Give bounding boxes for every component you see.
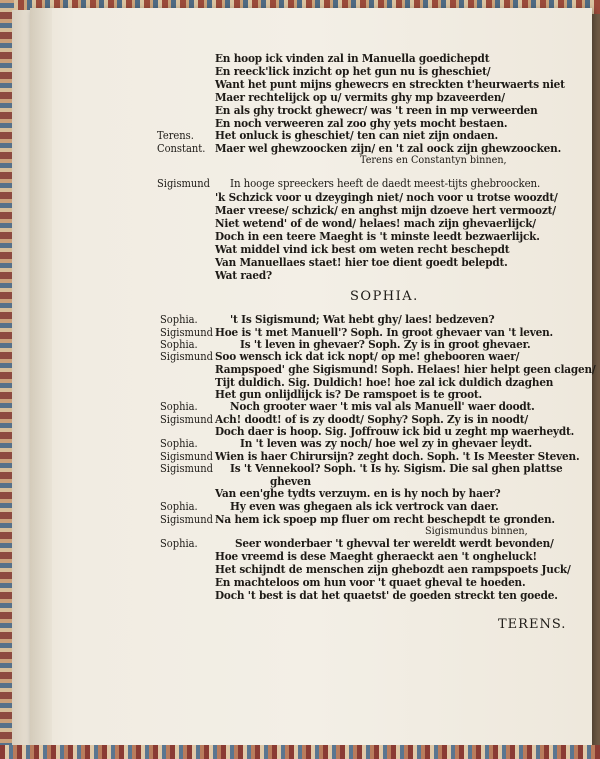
speaker-label: Sophia. bbox=[160, 500, 198, 513]
dialogue-line: Van een'ghe tydts verzuym. en is hy noch by haer? bbox=[215, 486, 501, 500]
verse-line: En als ghy trockt ghewecr/ was 't reen in mp verweerden bbox=[215, 103, 538, 117]
speaker-label: Sigismund bbox=[160, 350, 214, 363]
speaker-label: Sigismund bbox=[157, 177, 211, 190]
dialogue-line: In 't leven was zy noch/ hoe wel zy in ghevaer leydt. bbox=[240, 436, 532, 450]
stage-direction: Sigismundus binnen, bbox=[425, 525, 528, 537]
verse-line: Van Manuellaes staet! hier toe dient goedt belepdt. bbox=[215, 255, 508, 269]
dialogue-line: Noch grooter waer 't mis val als Manuell' waer doodt. bbox=[230, 399, 535, 413]
verse-line: Doch in een teere Maeght is 't minste leedt bezwaerlijck. bbox=[215, 229, 540, 243]
stage-direction: Terens en Constantyn binnen, bbox=[360, 154, 507, 166]
speaker-heading: SOPHIA. bbox=[350, 289, 419, 304]
verse-line: Wat middel vind ick best om weten recht beschepdt bbox=[215, 242, 510, 256]
verse-line: Niet wetend' of de wond/ helaes! mach zijn ghevaerlijck/ bbox=[215, 216, 536, 230]
dialogue-line: Het gun onlijdlijck is? De ramspoet is te groot. bbox=[215, 387, 483, 401]
speaker-label: Sophia. bbox=[160, 400, 198, 413]
verse-line: Het schijndt de menschen zijn ghebozdt aen rampspoets Juck/ bbox=[215, 562, 571, 576]
dialogue-line: Soo wensch ick dat ick nopt/ op me! ghebooren waer/ bbox=[215, 349, 520, 363]
dialogue-line: Hoe is 't met Manuell'? Soph. In groot ghevaer van 't leven. bbox=[215, 325, 554, 339]
speaker-label: Sophia. bbox=[160, 313, 198, 326]
dialogue-line: Hy even was ghegaen als ick vertrock van daer. bbox=[230, 499, 499, 513]
verse-line: In hooge spreeckers heeft de daedt meest-tijts ghebroocken. bbox=[230, 177, 541, 190]
verse-line: Maer wel ghewzoocken zijn/ en 't zal oock zijn ghewzoocken. bbox=[215, 141, 562, 155]
speaker-label: Sophia. bbox=[160, 537, 198, 550]
speaker-label: Sigismund bbox=[160, 462, 214, 475]
verse-line: Maer rechtelijck op u/ vermits ghy mp bzaveerden/ bbox=[215, 90, 505, 104]
dialogue-line: Rampspoed' ghe Sigismund! Soph. Helaes! hier helpt geen clagen/ bbox=[215, 362, 596, 376]
verse-line: Maer vreese/ schzick/ en anghst mijn dzoeve hert vermoozt/ bbox=[215, 203, 556, 217]
catchword: TERENS. bbox=[498, 617, 567, 632]
speaker-label: Sigismund bbox=[160, 513, 214, 526]
page-fold-shadow bbox=[30, 8, 52, 746]
speaker-label: Constant. bbox=[157, 142, 206, 155]
speaker-label: Sigismund bbox=[160, 413, 214, 426]
verse-line: 'k Schzick voor u dzeygingh niet/ noch voor u trotse woozdt/ bbox=[215, 190, 558, 204]
verse-line: Hoe vreemd is dese Maeght gheraeckt aen 't ongheluck! bbox=[215, 549, 537, 563]
marbled-edge-bottom bbox=[0, 745, 600, 759]
speaker-label: Sigismund bbox=[160, 326, 214, 339]
speaker-label: Sophia. bbox=[160, 338, 198, 351]
dialogue-line: Tijt duldich. Sig. Duldich! hoe! hoe zal ick duldich dzaghen bbox=[215, 375, 554, 389]
dialogue-line: Is 't leven in ghevaer? Soph. Zy is in groot ghevaer. bbox=[240, 337, 531, 351]
dialogue-line: gheven bbox=[270, 474, 311, 488]
verse-line: Wat raed? bbox=[215, 268, 272, 282]
speaker-label: Sigismund bbox=[160, 450, 214, 463]
dialogue-line: 't Is Sigismund; Wat hebt ghy/ laes! bedzeven? bbox=[230, 312, 495, 326]
verse-line: Het onluck is gheschiet/ ten can niet zijn ondaen. bbox=[215, 128, 498, 142]
verse-line: En reeck'lick inzicht op het gun nu is gheschiet/ bbox=[215, 64, 491, 78]
verse-line: En noch verweeren zal zoo ghy yets mocht bestaen. bbox=[215, 116, 508, 130]
dialogue-line: Wien is haer Chirursijn? zeght doch. Soph. 't Is Meester Steven. bbox=[215, 449, 580, 463]
dialogue-line: Na hem ick spoep mp fluer om recht beschepdt te gronden. bbox=[215, 512, 555, 526]
verse-line: Doch 't best is dat het quaetst' de goeden streckt ten goede. bbox=[215, 588, 558, 602]
dialogue-line: Ach! doodt! of is zy doodt/ Sophy? Soph. Zy is in noodt/ bbox=[215, 412, 529, 426]
dialogue-line: Doch daer is hoop. Sig. Joffrouw ick bid u zeght mp waerheydt. bbox=[215, 424, 575, 438]
verse-line: Seer wonderbaer 't ghevval ter wereldt werdt bevonden/ bbox=[235, 536, 554, 550]
verse-line: En machteloos om hun voor 't quaet gheval te hoeden. bbox=[215, 575, 526, 589]
dialogue-line: Is 't Vennekool? Soph. 't Is hy. Sigism. Die sal ghen plattse bbox=[230, 461, 563, 475]
speaker-label: Terens. bbox=[157, 129, 194, 142]
verse-line: En hoop ick vinden zal in Manuella goedichepdt bbox=[215, 51, 490, 65]
speaker-label: Sophia. bbox=[160, 437, 198, 450]
verse-line: Want het punt mijns ghewecrs en streckten t'heurwaerts niet bbox=[215, 77, 565, 91]
